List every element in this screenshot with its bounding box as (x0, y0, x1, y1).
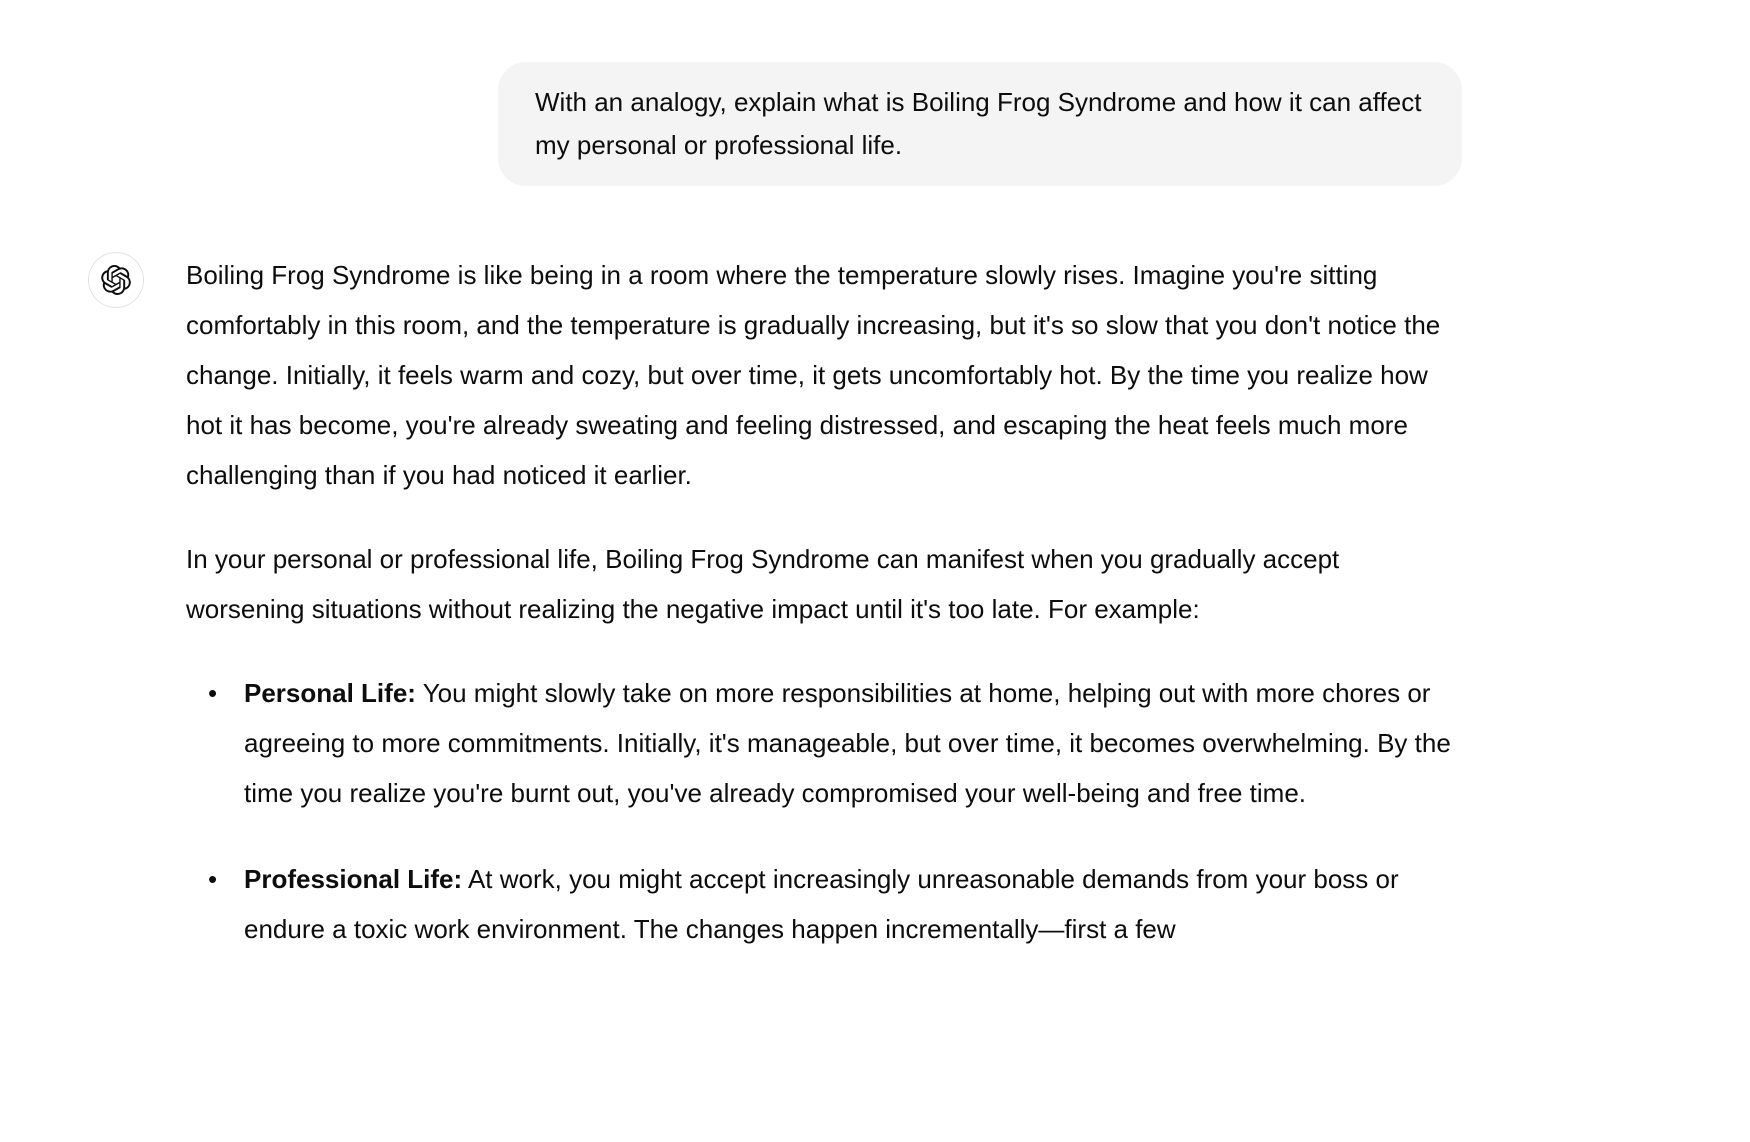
bullet-label-personal-life: Personal Life: (244, 678, 416, 708)
user-message-row (88, 62, 1462, 186)
assistant-avatar (88, 252, 144, 308)
user-message-bubble (498, 62, 1462, 186)
assistant-paragraph-1: Boiling Frog Syndrome is like being in a room where the temperature slowly rises. Imagine you're sitting comfortably in this room, and the temperature is gradually increasing, but it's so slow that you don't notice the change. Initially, it feels warm and cozy, but over time, it gets uncomfortably hot. By the time you realize how hot it has become, you're already sweating and feeling distressed, and escaping the heat feels much more challenging than if you had noticed it earlier. (186, 260, 1441, 490)
openai-logo-icon (101, 265, 131, 295)
bullet-text-personal-life: You might slowly take on more responsibilities at home, helping out with more chores or agreeing to more commitments. Initially, it's manageable, but over time, it becomes overwhelming. By the time you realize you're burnt out, you've already compromised your well-being and free time. (244, 678, 1451, 808)
assistant-bullet-list (186, 668, 1462, 954)
user-message-text: With an analogy, explain what is Boiling Frog Syndrome and how it can affect my personal or professional life. (535, 87, 1422, 160)
assistant-paragraph-2: In your personal or professional life, Boiling Frog Syndrome can manifest when you gradually accept worsening situations without realizing the negative impact until it's too late. For example: (186, 544, 1340, 624)
chat-conversation (88, 0, 1462, 954)
list-item-professional-life (244, 854, 1462, 954)
assistant-message-row (88, 250, 1462, 954)
bullet-text-professional-life: At work, you might accept increasingly unreasonable demands from your boss or endure a toxic work environment. The changes happen incrementally—first a few (244, 864, 1399, 944)
bullet-label-professional-life: Professional Life: (244, 864, 463, 894)
assistant-message-content (186, 250, 1462, 954)
list-item-personal-life (244, 668, 1462, 818)
